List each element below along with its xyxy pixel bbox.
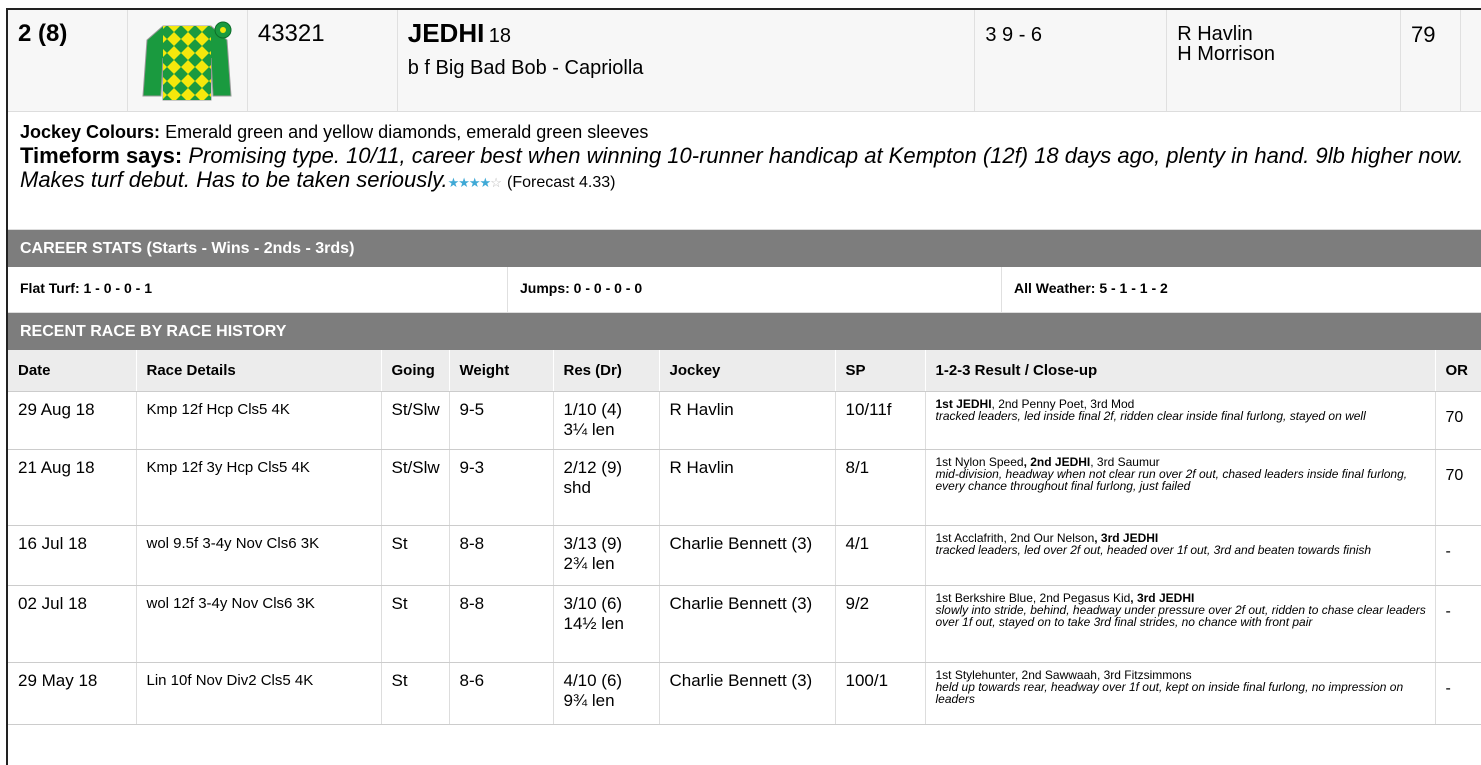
starting-price: 8/1 — [835, 449, 925, 525]
official-rating: 79 — [1401, 10, 1461, 111]
table-row[interactable] — [8, 525, 1481, 585]
col-going[interactable]: Going — [381, 350, 449, 391]
history-header-row — [8, 350, 1481, 391]
race-details[interactable]: Kmp 12f Hcp Cls5 4K — [136, 391, 381, 449]
col-or[interactable]: OR — [1435, 350, 1481, 391]
result-closeup: 1st Stylehunter, 2nd Sawwaah, 3rd Fitzsimmons held up towards rear, headway over 1f out, kept on inside final furlong, no impression on leaders — [925, 662, 1435, 724]
result-closeup: 1st Nylon Speed, 2nd JEDHI, 3rd Saumur mid-division, headway when not clear run over 2f out, chased leaders inside final furlong, every chance throughout final furlong, just failed — [925, 449, 1435, 525]
age-weight: 3 9 - 6 — [975, 10, 1167, 111]
race-details[interactable]: wol 9.5f 3-4y Nov Cls6 3K — [136, 525, 381, 585]
result-draw: 2/12 (9) shd — [553, 449, 659, 525]
race-or: - — [1435, 585, 1481, 662]
jockey-silk-icon — [139, 18, 235, 102]
jockey-name[interactable]: R Havlin — [1177, 23, 1253, 45]
weight: 8-8 — [449, 525, 553, 585]
result-draw: 3/10 (6) 14½ len — [553, 585, 659, 662]
runner-comments — [8, 112, 1481, 230]
table-row[interactable] — [8, 662, 1481, 724]
jockey-colours-label: Jockey Colours: — [20, 122, 161, 142]
star-rating-icon: ★★★★☆ — [447, 175, 501, 190]
all-weather-stats: All Weather: 5 - 1 - 1 - 2 — [1014, 280, 1168, 296]
trainer-name[interactable]: H Morrison — [1177, 43, 1275, 65]
col-result-draw[interactable]: Res (Dr) — [553, 350, 659, 391]
pedigree: b f Big Bad Bob - Capriolla — [407, 57, 644, 79]
jumps-stats: Jumps: 0 - 0 - 0 - 0 — [508, 267, 1002, 312]
weight: 9-3 — [449, 449, 553, 525]
horse-name[interactable]: JEDHI — [407, 18, 485, 48]
col-weight[interactable]: Weight — [449, 350, 553, 391]
going: St — [381, 585, 449, 662]
result-closeup: 1st Berkshire Blue, 2nd Pegasus Kid, 3rd JEDHI slowly into stride, behind, headway under pressure over 2f out, ridden to chase clear leaders over 1f out, stayed on to take 3rd final strides, no chance with front pair — [925, 585, 1435, 662]
col-result-closeup[interactable]: 1-2-3 Result / Close-up — [925, 350, 1435, 391]
result-closeup: 1st JEDHI, 2nd Penny Poet, 3rd Mod tracked leaders, led inside final 2f, ridden clear inside final furlong, stayed on well — [925, 391, 1435, 449]
race-or: 70 — [1435, 391, 1481, 449]
col-jockey[interactable]: Jockey — [659, 350, 835, 391]
starting-price: 10/11f — [835, 391, 925, 449]
race-details[interactable]: Kmp 12f 3y Hcp Cls5 4K — [136, 449, 381, 525]
number-draw: 2 (8) — [8, 10, 128, 111]
career-stats-heading: CAREER STATS (Starts - Wins - 2nds - 3rds) — [8, 230, 1481, 267]
race-or: 70 — [1435, 449, 1481, 525]
race-history-table — [8, 350, 1481, 725]
runner-header — [8, 10, 1481, 112]
race-details[interactable]: wol 12f 3-4y Nov Cls6 3K — [136, 585, 381, 662]
forecast: (Forecast 4.33) — [507, 174, 616, 191]
result-draw: 4/10 (6) 9¾ len — [553, 662, 659, 724]
horse-days-since: 18 — [488, 25, 512, 47]
race-jockey[interactable]: R Havlin — [659, 391, 835, 449]
race-or: - — [1435, 662, 1481, 724]
flat-turf-stats: Flat Turf: 1 - 0 - 0 - 1 — [8, 267, 508, 312]
col-sp[interactable]: SP — [835, 350, 925, 391]
race-date: 29 Aug 18 — [8, 391, 136, 449]
timeform-label: Timeform says: — [20, 143, 183, 168]
jockey-silk-cell — [128, 10, 248, 111]
race-date: 21 Aug 18 — [8, 449, 136, 525]
starting-price: 9/2 — [835, 585, 925, 662]
race-or: - — [1435, 525, 1481, 585]
starting-price: 100/1 — [835, 662, 925, 724]
race-date: 29 May 18 — [8, 662, 136, 724]
result-draw: 1/10 (4) 3¼ len — [553, 391, 659, 449]
weight: 9-5 — [449, 391, 553, 449]
career-stats — [8, 267, 1481, 313]
form-figures: 43321 — [248, 10, 398, 111]
header-spacer — [1461, 10, 1481, 111]
weight: 8-6 — [449, 662, 553, 724]
race-details[interactable]: Lin 10f Nov Div2 Cls5 4K — [136, 662, 381, 724]
col-race-details[interactable]: Race Details — [136, 350, 381, 391]
going: St/Slw — [381, 449, 449, 525]
race-date: 16 Jul 18 — [8, 525, 136, 585]
weight: 8-8 — [449, 585, 553, 662]
going: St — [381, 525, 449, 585]
race-jockey[interactable]: Charlie Bennett (3) — [659, 662, 835, 724]
table-row[interactable] — [8, 585, 1481, 662]
timeform-text: Promising type. 10/11, career best when winning 10-runner handicap at Kempton (12f) 18 days ago, plenty in hand. 9lb higher now. Makes turf debut. Has to be taken seriously. — [20, 143, 1464, 192]
race-jockey[interactable]: R Havlin — [659, 449, 835, 525]
table-row[interactable] — [8, 391, 1481, 449]
table-row[interactable] — [8, 449, 1481, 525]
result-closeup: 1st Acclafrith, 2nd Our Nelson, 3rd JEDHI tracked leaders, led over 2f out, headed over 1f out, 3rd and beaten towards finish — [925, 525, 1435, 585]
timeform-comment — [20, 144, 1469, 195]
race-jockey[interactable]: Charlie Bennett (3) — [659, 585, 835, 662]
jockey-colours-text: Emerald green and yellow diamonds, emerald green sleeves — [165, 122, 649, 142]
col-date[interactable]: Date — [8, 350, 136, 391]
jockey-colours — [20, 122, 1469, 142]
going: St/Slw — [381, 391, 449, 449]
race-history-heading: RECENT RACE BY RACE HISTORY — [8, 313, 1481, 350]
runner-card — [6, 8, 1481, 765]
result-draw: 3/13 (9) 2¾ len — [553, 525, 659, 585]
race-date: 02 Jul 18 — [8, 585, 136, 662]
horse-name-cell — [398, 10, 976, 111]
starting-price: 4/1 — [835, 525, 925, 585]
going: St — [381, 662, 449, 724]
race-jockey[interactable]: Charlie Bennett (3) — [659, 525, 835, 585]
jockey-trainer — [1167, 10, 1401, 111]
